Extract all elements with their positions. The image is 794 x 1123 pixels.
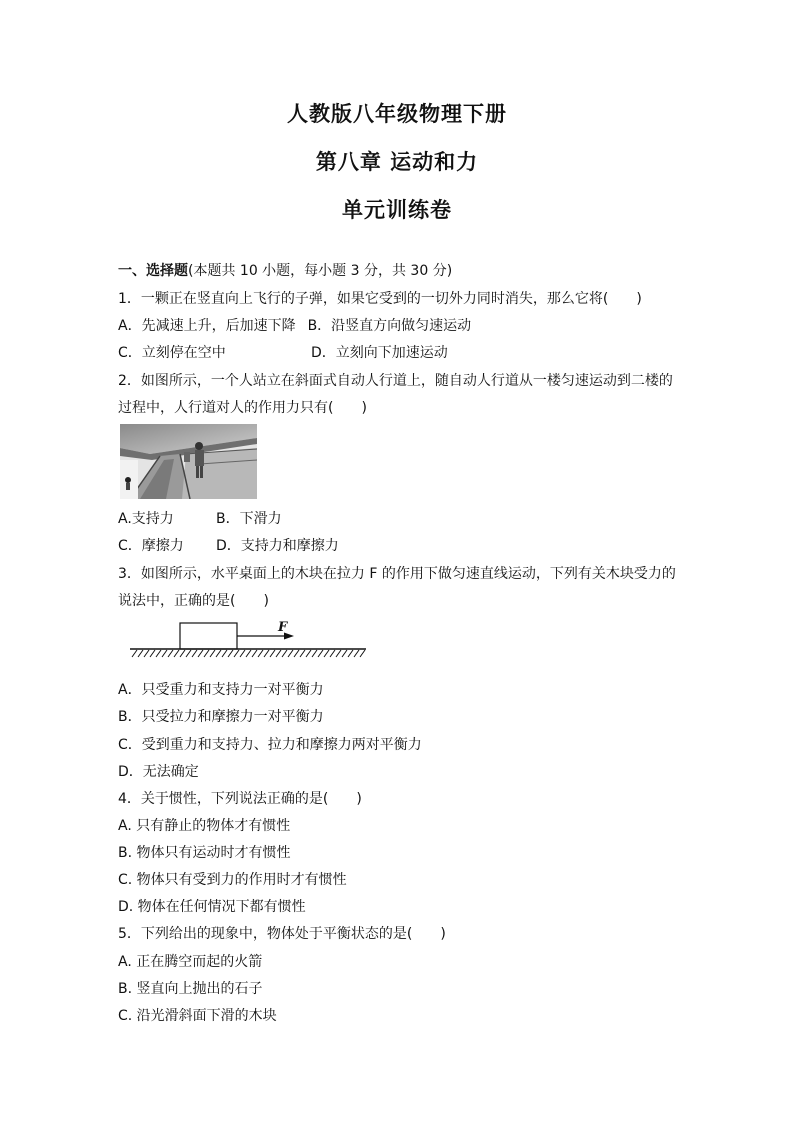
q1-option-a: A．先减速上升，后加速下降 xyxy=(118,318,296,334)
hatch-mark xyxy=(270,650,275,657)
hatch-mark xyxy=(252,650,257,657)
hatch-mark xyxy=(258,650,263,657)
hatch-mark xyxy=(348,650,353,657)
hatch-mark xyxy=(324,650,329,657)
q1-option-d: D．立刻向下加速运动 xyxy=(311,345,448,361)
force-label: F xyxy=(278,620,288,635)
hatch-mark xyxy=(306,650,311,657)
q3-stem-line1: 3．如图所示，水平桌面上的木块在拉力 F 的作用下做匀速直线运动，下列有关木块受力的 xyxy=(118,566,676,582)
hatch-mark xyxy=(198,650,203,657)
q3-stem-line2: 说法中，正确的是( ) xyxy=(118,593,269,609)
q5-option-c: C. 沿光滑斜面下滑的木块 xyxy=(118,1008,277,1024)
hatch-mark xyxy=(204,650,209,657)
hatch-mark xyxy=(150,650,155,657)
hatch-mark xyxy=(216,650,221,657)
q1-options-row2 xyxy=(118,342,448,362)
q2-option-d: D．支持力和摩擦力 xyxy=(216,538,339,554)
escalator-illustration xyxy=(120,424,257,499)
q3-option-d: D．无法确定 xyxy=(118,764,199,780)
hatch-mark xyxy=(336,650,341,657)
hatch-mark xyxy=(162,650,167,657)
table-hatching xyxy=(132,650,365,657)
block-on-table-figure xyxy=(128,616,368,662)
section-note: (本题共 10 小题，每小题 3 分，共 30 分) xyxy=(188,263,453,279)
q2-stem-line1: 2．如图所示，一个人站立在斜面式自动人行道上，随自动人行道从一楼匀速运动到二楼的 xyxy=(118,373,673,389)
hatch-mark xyxy=(240,650,245,657)
q1-option-c: C．立刻停在空中 xyxy=(118,345,226,361)
hatch-mark xyxy=(210,650,215,657)
hatch-mark xyxy=(234,650,239,657)
q5-option-b: B. 竖直向上抛出的石子 xyxy=(118,981,263,997)
hatch-mark xyxy=(222,650,227,657)
hatch-mark xyxy=(156,650,161,657)
hatch-mark xyxy=(342,650,347,657)
q5-option-a: A. 正在腾空而起的火箭 xyxy=(118,954,263,970)
q2-option-a: A.支持力 xyxy=(118,511,174,527)
section-label: 一、选择题 xyxy=(118,263,188,279)
q4-option-a: A. 只有静止的物体才有惯性 xyxy=(118,818,291,834)
q4-stem: 4．关于惯性，下列说法正确的是( ) xyxy=(118,791,362,807)
hatch-mark xyxy=(174,650,179,657)
hatch-mark xyxy=(288,650,293,657)
q2-option-c: C．摩擦力 xyxy=(118,538,184,554)
hatch-mark xyxy=(144,650,149,657)
hatch-mark xyxy=(246,650,251,657)
q4-option-b: B. 物体只有运动时才有惯性 xyxy=(118,845,291,861)
hatch-mark xyxy=(300,650,305,657)
exam-title: 单元训练卷 xyxy=(342,197,452,222)
wooden-block xyxy=(180,623,237,649)
hatch-mark xyxy=(168,650,173,657)
doc-title: 人教版八年级物理下册 xyxy=(287,101,507,126)
q1-options-row1 xyxy=(118,315,471,335)
q2-stem-line2: 过程中，人行道对人的作用力只有( ) xyxy=(118,400,367,416)
q2-option-b: B．下滑力 xyxy=(216,511,282,527)
hatch-mark xyxy=(138,650,143,657)
hatch-mark xyxy=(276,650,281,657)
hatch-mark xyxy=(330,650,335,657)
hatch-mark xyxy=(312,650,317,657)
q4-option-d: D. 物体在任何情况下都有惯性 xyxy=(118,899,306,915)
hatch-mark xyxy=(294,650,299,657)
hatch-mark xyxy=(282,650,287,657)
section-heading xyxy=(118,260,452,280)
hatch-mark xyxy=(132,650,137,657)
q4-option-c: C. 物体只有受到力的作用时才有惯性 xyxy=(118,872,347,888)
hatch-mark xyxy=(318,650,323,657)
q2-options-row1 xyxy=(118,508,282,528)
q3-option-a: A．只受重力和支持力一对平衡力 xyxy=(118,682,324,698)
hatch-mark xyxy=(264,650,269,657)
q3-option-c: C．受到重力和支持力、拉力和摩擦力两对平衡力 xyxy=(118,737,422,753)
q2-options-row2 xyxy=(118,535,339,555)
hatch-mark xyxy=(192,650,197,657)
hatch-mark xyxy=(354,650,359,657)
hatch-mark xyxy=(180,650,185,657)
q1-stem: 1．一颗正在竖直向上飞行的子弹，如果它受到的一切外力同时消失，那么它将( ) xyxy=(118,291,642,307)
hatch-mark xyxy=(186,650,191,657)
q3-option-b: B．只受拉力和摩擦力一对平衡力 xyxy=(118,709,324,725)
hatch-mark xyxy=(228,650,233,657)
escalator-photo xyxy=(120,424,257,499)
chapter-title: 第八章 运动和力 xyxy=(315,149,479,174)
q1-option-b: B．沿竖直方向做匀速运动 xyxy=(307,318,472,334)
q5-stem: 5．下列给出的现象中，物体处于平衡状态的是( ) xyxy=(118,926,446,942)
hatch-mark xyxy=(360,650,365,657)
